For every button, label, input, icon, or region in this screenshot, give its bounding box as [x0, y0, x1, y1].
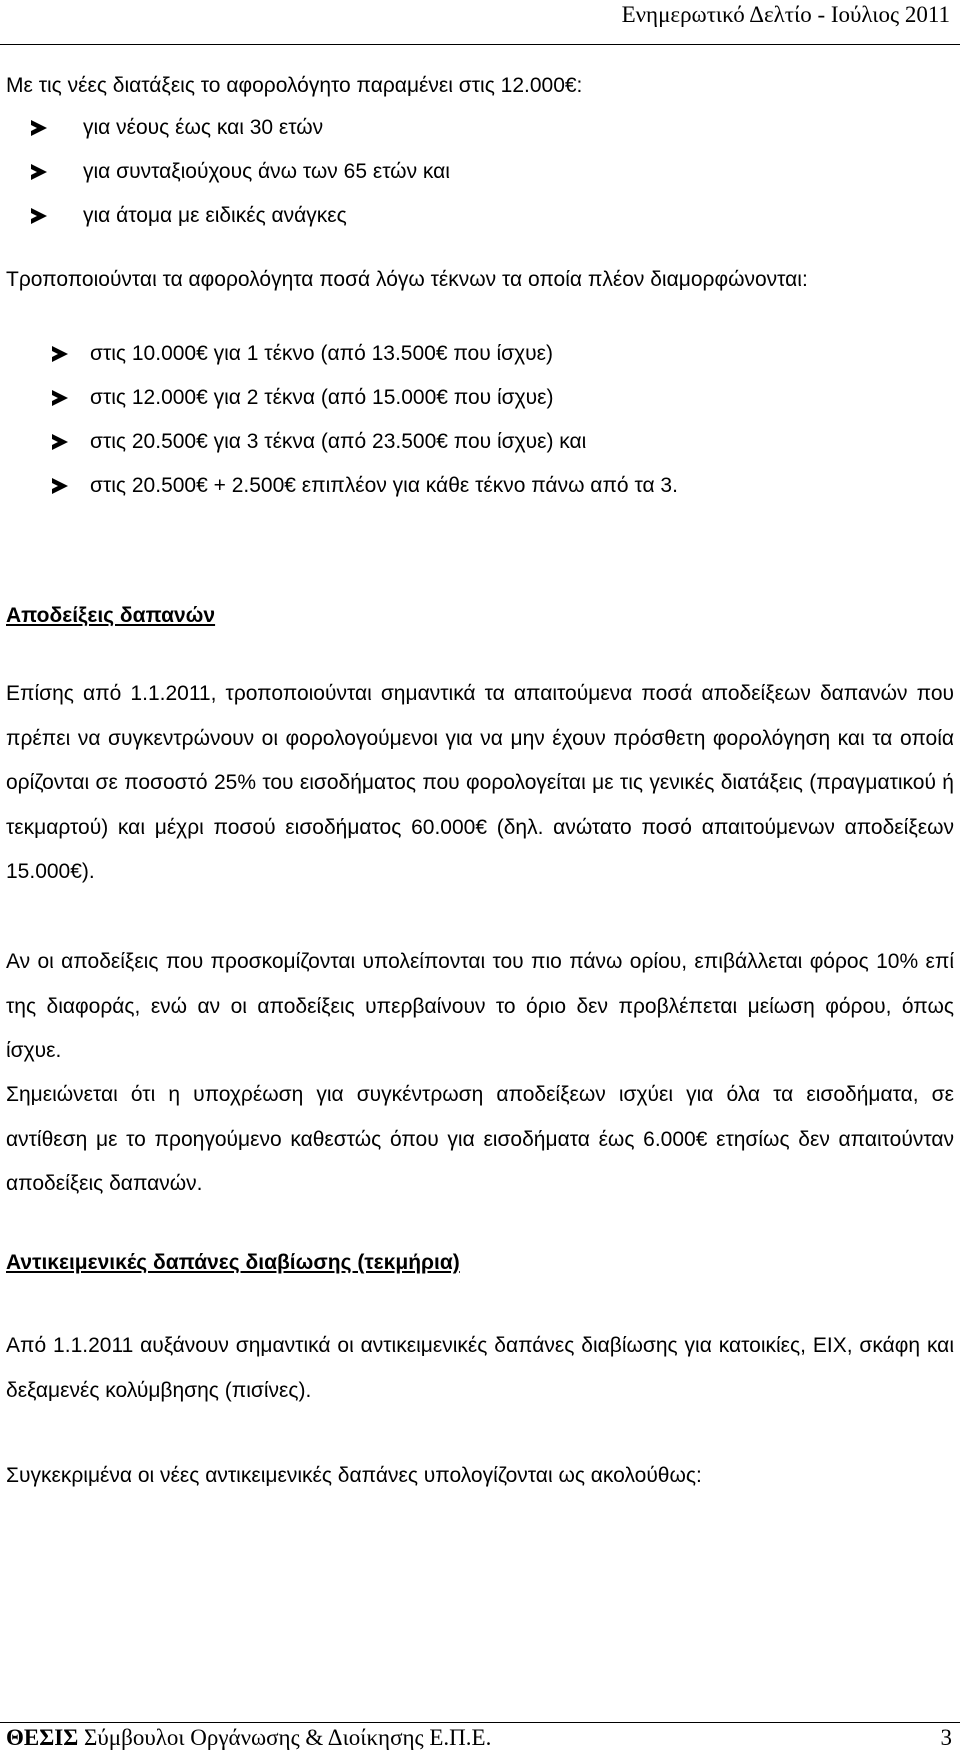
receipts-paragraph-1: Επίσης από 1.1.2011, τροποποιούνται σημαντικά τα απαιτούμενα ποσά αποδείξεων δαπανών που πρέπει να συγκεντρώνουν οι φορολογούμενοι για να μην έχουν πρόσθετη φορολόγηση και τα οποία ορίζονται σε ποσοστό 25% του εισοδήματος που φορολογείται με τις γενικές διατάξεις (πραγματικού ή τεκμαρτού) και μέχρι ποσού εισοδήματος 60.000€ (δηλ. ανώτατο ποσό απαιτούμενων αποδείξεων 15.000€).	[6, 682, 954, 883]
living-costs-heading: Αντικειμενικές δαπάνες διαβίωσης (τεκμήρια)	[6, 1251, 460, 1274]
arrow-bullet-icon	[52, 434, 68, 450]
list-item: στις 20.500€ για 3 τέκνα (από 23.500€ που ίσχυε) και	[0, 420, 960, 464]
arrow-bullet-icon	[31, 164, 47, 180]
footer-company: Σύμβουλοι Οργάνωσης & Διοίκησης Ε.Π.Ε.	[84, 1725, 492, 1750]
page-header-title: Ενημερωτικό Δελτίο - Ιούλιος 2011	[621, 2, 950, 27]
children-intro-paragraph: Τροποποιούνται τα αφορολόγητα ποσά λόγω τέκνων τα οποία πλέον διαμορφώνονται:	[6, 268, 808, 291]
living-costs-paragraph-1: Από 1.1.2011 αυξάνουν σημαντικά οι αντικειμενικές δαπάνες διαβίωσης για κατοικίες, ΕΙΧ, σκάφη και δεξαμενές κολύμβησης (πισίνες).	[6, 1334, 954, 1402]
list-item: για συνταξιούχους άνω των 65 ετών και	[0, 150, 960, 194]
list-item: στις 10.000€ για 1 τέκνο (από 13.500€ που ίσχυε)	[0, 332, 960, 376]
list-item: για νέους έως και 30 ετών	[0, 106, 960, 150]
arrow-bullet-icon	[31, 208, 47, 224]
exemptions-list	[0, 106, 960, 238]
receipts-heading: Αποδείξεις δαπανών	[6, 604, 216, 627]
receipts-paragraph-3: Σημειώνεται ότι η υποχρέωση για συγκέντρωση αποδείξεων ισχύει για όλα τα εισοδήματα, σε αντίθεση με το προηγούμενο καθεστώς όπου για εισοδήματα έως 6.000€ ετησίως δεν απαιτούνταν αποδείξεις δαπανών.	[6, 1083, 954, 1195]
list-item: για άτομα με ειδικές ανάγκες	[0, 194, 960, 238]
page-number: 3	[940, 1725, 952, 1750]
arrow-bullet-icon	[52, 346, 68, 362]
arrow-bullet-icon	[31, 120, 47, 136]
children-amounts-list	[0, 332, 960, 508]
header-rule	[0, 44, 960, 45]
living-costs-paragraph-2: Συγκεκριμένα οι νέες αντικειμενικές δαπάνες υπολογίζονται ως ακολούθως:	[6, 1464, 702, 1487]
footer-brand: ΘΕΣΙΣ	[6, 1725, 79, 1750]
intro-paragraph: Με τις νέες διατάξεις το αφορολόγητο παραμένει στις 12.000€:	[6, 74, 583, 97]
receipts-paragraph-2: Αν οι αποδείξεις που προσκομίζονται υπολείπονται του πιο πάνω ορίου, επιβάλλεται φόρος 10% επί της διαφοράς, ενώ αν οι αποδείξεις υπερβαίνουν το όριο δεν προβλέπεται μείωση φόρου, όπως ίσχυε.	[6, 950, 954, 1062]
arrow-bullet-icon	[52, 390, 68, 406]
arrow-bullet-icon	[52, 478, 68, 494]
footer-rule	[0, 1722, 960, 1723]
list-item: στις 12.000€ για 2 τέκνα (από 15.000€ που ίσχυε)	[0, 376, 960, 420]
page-footer	[6, 1724, 952, 1752]
list-item: στις 20.500€ + 2.500€ επιπλέον για κάθε τέκνο πάνω από τα 3.	[0, 464, 960, 508]
